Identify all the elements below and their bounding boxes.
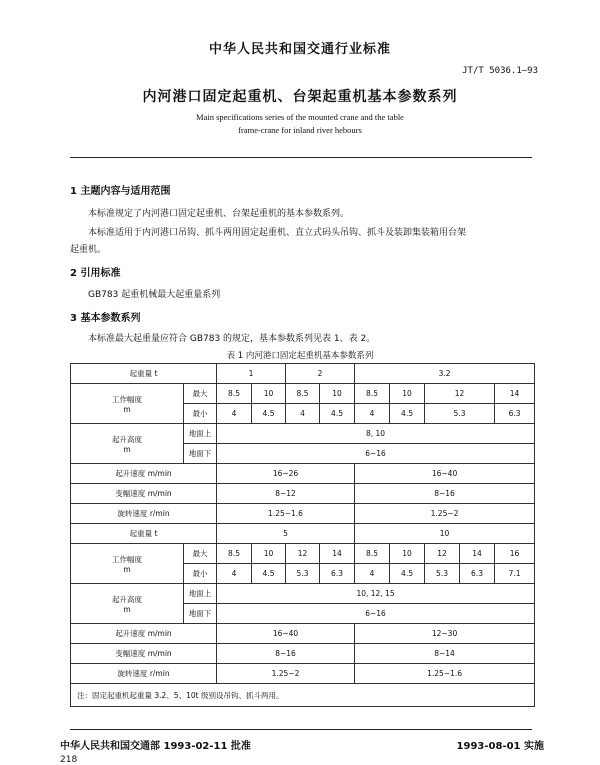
min-radius-cell: 4 — [355, 564, 390, 584]
max-label: 最大 — [184, 544, 217, 564]
slew-speed-value: 1.25~2 — [217, 664, 355, 684]
standard-code: JT/T 5036.1—93 — [462, 66, 538, 76]
luff-speed-label: 变幅速度 m/min — [71, 644, 217, 664]
below-ground-label: 地面下 — [184, 604, 217, 624]
section-1-paragraph-1: 本标准规定了内河港口固定起重机、台架起重机的基本参数系列。 — [88, 209, 350, 219]
min-radius-cell: 4 — [217, 564, 252, 584]
max-radius-cell: 10 — [252, 384, 286, 404]
section-3-heading: 3 基本参数系列 — [70, 313, 141, 324]
max-radius-cell: 8.5 — [286, 384, 320, 404]
min-radius-cell: 5.3 — [425, 564, 460, 584]
document-title: 内河港口固定起重机、台架起重机基本参数系列 — [142, 89, 458, 105]
lift-height-label: 起升高度 m — [71, 584, 184, 624]
above-ground-label: 地面上 — [184, 424, 217, 444]
min-radius-cell: 4.5 — [390, 564, 425, 584]
capacity-label: 起重量 t — [71, 524, 217, 544]
lift-below-value: 6~16 — [217, 444, 535, 464]
max-radius-cell: 14 — [495, 384, 535, 404]
min-radius-cell: 4 — [217, 404, 252, 424]
min-radius-cell: 5.3 — [286, 564, 320, 584]
min-radius-cell: 4.5 — [390, 404, 425, 424]
section-2-paragraph: GB783 起重机械最大起重量系列 — [88, 290, 221, 300]
hoist-speed-value: 16~40 — [217, 624, 355, 644]
below-ground-label: 地面下 — [184, 444, 217, 464]
section-1-heading: 1 主题内容与适用范围 — [70, 186, 171, 197]
section-1-paragraph-2-cont: 起重机。 — [70, 245, 107, 255]
approval-date: 中华人民共和国交通部 1993-02-11 批准 — [60, 741, 251, 752]
effective-date: 1993-08-01 实施 — [456, 741, 544, 752]
capacity-value: 1 — [217, 364, 286, 384]
english-title-line-1: Main specifications series of the mounted crane and the table — [196, 112, 404, 122]
luff-speed-value: 8~12 — [217, 484, 355, 504]
hoist-speed-value: 16~40 — [355, 464, 535, 484]
min-radius-cell: 6.3 — [320, 564, 355, 584]
max-radius-cell: 10 — [390, 544, 425, 564]
hoist-speed-value: 16~26 — [217, 464, 355, 484]
max-radius-cell: 16 — [495, 544, 535, 564]
section-1-paragraph-2: 本标准适用于内河港口吊钩、抓斗两用固定起重机、直立式码头吊钩、抓斗及装卸集装箱用台架 — [88, 228, 467, 238]
slew-speed-value: 1.25~2 — [355, 504, 535, 524]
min-radius-cell: 4 — [355, 404, 390, 424]
capacity-value: 3.2 — [355, 364, 535, 384]
english-title-line-2: frame-crane for inland river hebours — [238, 125, 362, 135]
slew-speed-label: 旋转速度 r/min — [71, 664, 217, 684]
min-label: 最小 — [184, 564, 217, 584]
min-radius-cell: 4.5 — [252, 404, 286, 424]
lift-above-value: 8, 10 — [217, 424, 535, 444]
capacity-value: 10 — [355, 524, 535, 544]
luff-speed-value: 8~16 — [217, 644, 355, 664]
min-radius-cell: 4.5 — [252, 564, 286, 584]
max-radius-cell: 10 — [252, 544, 286, 564]
lift-height-label: 起升高度 m — [71, 424, 184, 464]
section-3-paragraph: 本标准最大起重量应符合 GB783 的规定，基本参数系列见表 1、表 2。 — [88, 334, 376, 344]
header-divider — [70, 157, 532, 158]
min-label: 最小 — [184, 404, 217, 424]
page-number: 218 — [60, 755, 78, 765]
min-radius-cell: 6.3 — [460, 564, 495, 584]
min-radius-cell: 7.1 — [495, 564, 535, 584]
footer-divider — [70, 729, 532, 730]
min-radius-cell: 4 — [286, 404, 320, 424]
hoist-speed-label: 起升速度 m/min — [71, 464, 217, 484]
spec-table — [70, 363, 535, 707]
org-title: 中华人民共和国交通行业标准 — [208, 42, 391, 57]
slew-speed-value: 1.25~1.6 — [217, 504, 355, 524]
max-radius-cell: 8.5 — [355, 544, 390, 564]
capacity-value: 2 — [286, 364, 355, 384]
luff-speed-value: 8~16 — [355, 484, 535, 504]
capacity-value: 5 — [217, 524, 355, 544]
max-radius-cell: 12 — [425, 384, 495, 404]
max-radius-cell: 10 — [390, 384, 425, 404]
lift-above-value: 10, 12, 15 — [217, 584, 535, 604]
section-2-heading: 2 引用标准 — [70, 268, 121, 279]
luff-speed-value: 8~14 — [355, 644, 535, 664]
lift-below-value: 6~16 — [217, 604, 535, 624]
slew-speed-label: 旋转速度 r/min — [71, 504, 217, 524]
max-radius-cell: 10 — [320, 384, 355, 404]
max-radius-cell: 8.5 — [217, 544, 252, 564]
max-radius-cell: 14 — [460, 544, 495, 564]
hoist-speed-label: 起升速度 m/min — [71, 624, 217, 644]
max-radius-cell: 14 — [320, 544, 355, 564]
radius-label: 工作幅度 m — [71, 544, 184, 584]
luff-speed-label: 变幅速度 m/min — [71, 484, 217, 504]
min-radius-cell: 5.3 — [425, 404, 495, 424]
max-radius-cell: 12 — [286, 544, 320, 564]
max-radius-cell: 12 — [425, 544, 460, 564]
min-radius-cell: 6.3 — [495, 404, 535, 424]
max-radius-cell: 8.5 — [355, 384, 390, 404]
radius-label: 工作幅度 m — [71, 384, 184, 424]
capacity-label: 起重量 t — [71, 364, 217, 384]
table-caption: 表 1 内河港口固定起重机基本参数系列 — [226, 351, 374, 361]
min-radius-cell: 4.5 — [320, 404, 355, 424]
table-note: 注：固定起重机起重量 3.2、5、10t 级别设吊钩、抓斗两用。 — [71, 684, 535, 707]
hoist-speed-value: 12~30 — [355, 624, 535, 644]
above-ground-label: 地面上 — [184, 584, 217, 604]
max-radius-cell: 8.5 — [217, 384, 252, 404]
max-label: 最大 — [184, 384, 217, 404]
slew-speed-value: 1.25~1.6 — [355, 664, 535, 684]
